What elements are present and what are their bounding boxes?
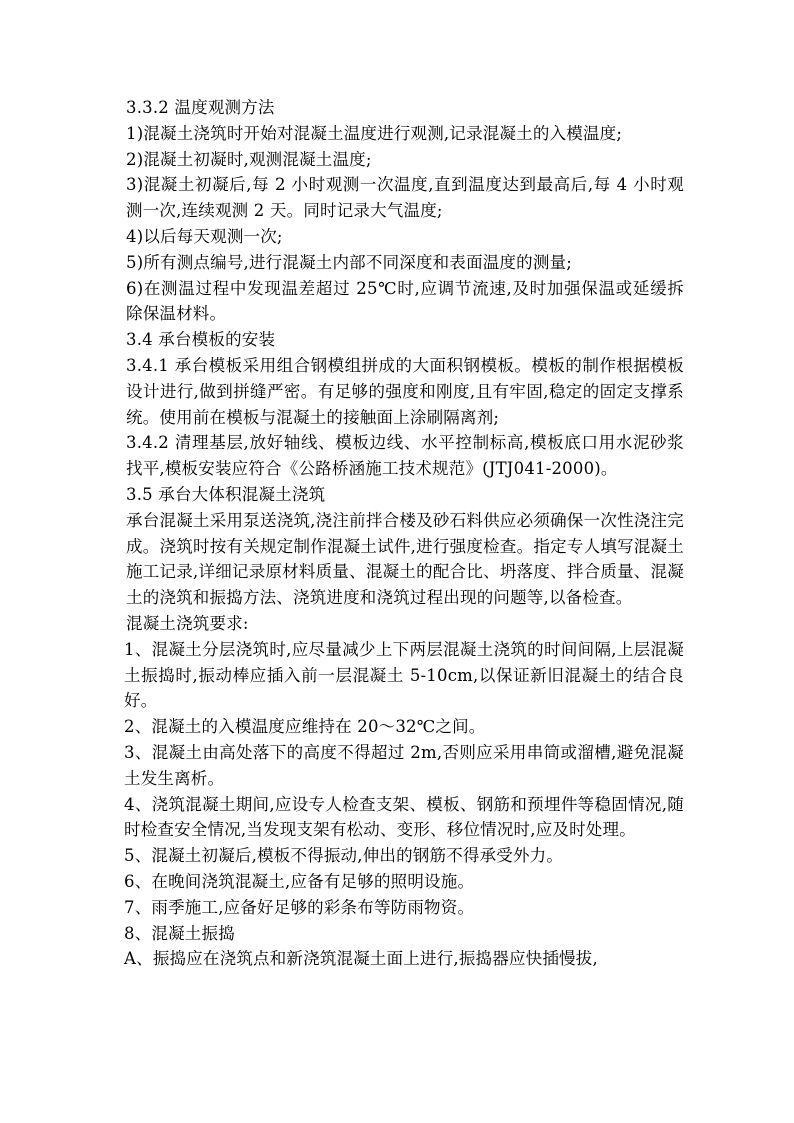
list-item: 5)所有测点编号,进行混凝土内部不同深度和表面温度的测量;: [126, 252, 573, 272]
list-item: 6、在晚间浇筑混凝土,应备有足够的照明设施。: [124, 871, 475, 891]
list-item: 4、浇筑混凝土期间,应设专人检查支架、模板、钢筋和预埋件等稳固情况,随时检查安全情况,当发现支架有松动、变形、移位情况时,应及时处理。: [124, 794, 684, 840]
list-item: 7、雨季施工,应备好足够的彩条布等防雨物资。: [124, 897, 475, 917]
section-heading-3-4: 3.4 承台模板的安装: [126, 330, 276, 350]
list-item: 8、混凝土振捣: [124, 923, 235, 943]
section-heading-3-5: 3.5 承台大体积混凝土浇筑: [126, 484, 326, 504]
body-paragraph: 承台混凝土采用泵送浇筑,浇注前拌合楼及砂石料供应必须确保一次性浇注完成。浇筑时按有关规定制作混凝土试件,进行强度检查。指定专人填写混凝土施工记录,详细记录原材料质量、混凝土的配合比、坍落度、拌合质量、混凝土的浇筑和振捣方法、浇筑进度和浇筑过程出现的问题等,以备检查。: [126, 510, 684, 608]
document-page: [118, 95, 684, 972]
section-heading-3-3-2: 3.3.2 温度观测方法: [126, 98, 275, 117]
list-item: 3、混凝土由高处落下的高度不得超过 2m,否则应采用串筒或溜槽,避免混凝土发生离析。: [124, 742, 684, 788]
list-item: 3)混凝土初凝后,每 2 小时观测一次温度,直到温度达到最高后,每 4 小时观测一次,连续观测 2 天。同时记录大气温度;: [126, 175, 684, 221]
body-paragraph: 3.4.1 承台模板采用组合钢模组拼成的大面积钢模板。模板的制作根据模板设计进行,做到拼缝严密。有足够的强度和刚度,且有牢固,稳定的固定支撑系统。使用前在模板与混凝土的接触面上涂刷隔离剂;: [126, 355, 684, 427]
list-item: 6)在测温过程中发现温差超过 25℃时,应调节流速,及时加强保温或延缓拆除保温材料。: [126, 278, 684, 324]
list-item: 2)混凝土初凝时,观测混凝土温度;: [126, 149, 372, 169]
list-item: 1、混凝土分层浇筑时,应尽量减少上下两层混凝土浇筑的时间间隔,上层混凝土振捣时,振动棒应插入前一层混凝土 5-10cm,以保证新旧混凝土的结合良好。: [124, 639, 684, 711]
subheading: 混凝土浇筑要求:: [126, 613, 249, 633]
list-item: 2、混凝土的入模温度应维持在 20～32℃之间。: [124, 717, 486, 737]
list-item: A、振捣应在浇筑点和新浇筑混凝土面上进行,振捣器应快插慢拔,: [124, 949, 598, 969]
list-item: 1)混凝土浇筑时开始对混凝土温度进行观测,记录混凝土的入模温度;: [126, 123, 623, 143]
list-item: 5、混凝土初凝后,模板不得振动,伸出的钢筋不得承受外力。: [124, 846, 564, 866]
list-item: 4)以后每天观测一次;: [126, 226, 283, 246]
body-paragraph: 3.4.2 清理基层,放好轴线、模板边线、水平控制标高,模板底口用水泥砂浆找平,模板安装应符合《公路桥涵施工技术规范》(JTJ041-2000)。: [126, 433, 684, 479]
